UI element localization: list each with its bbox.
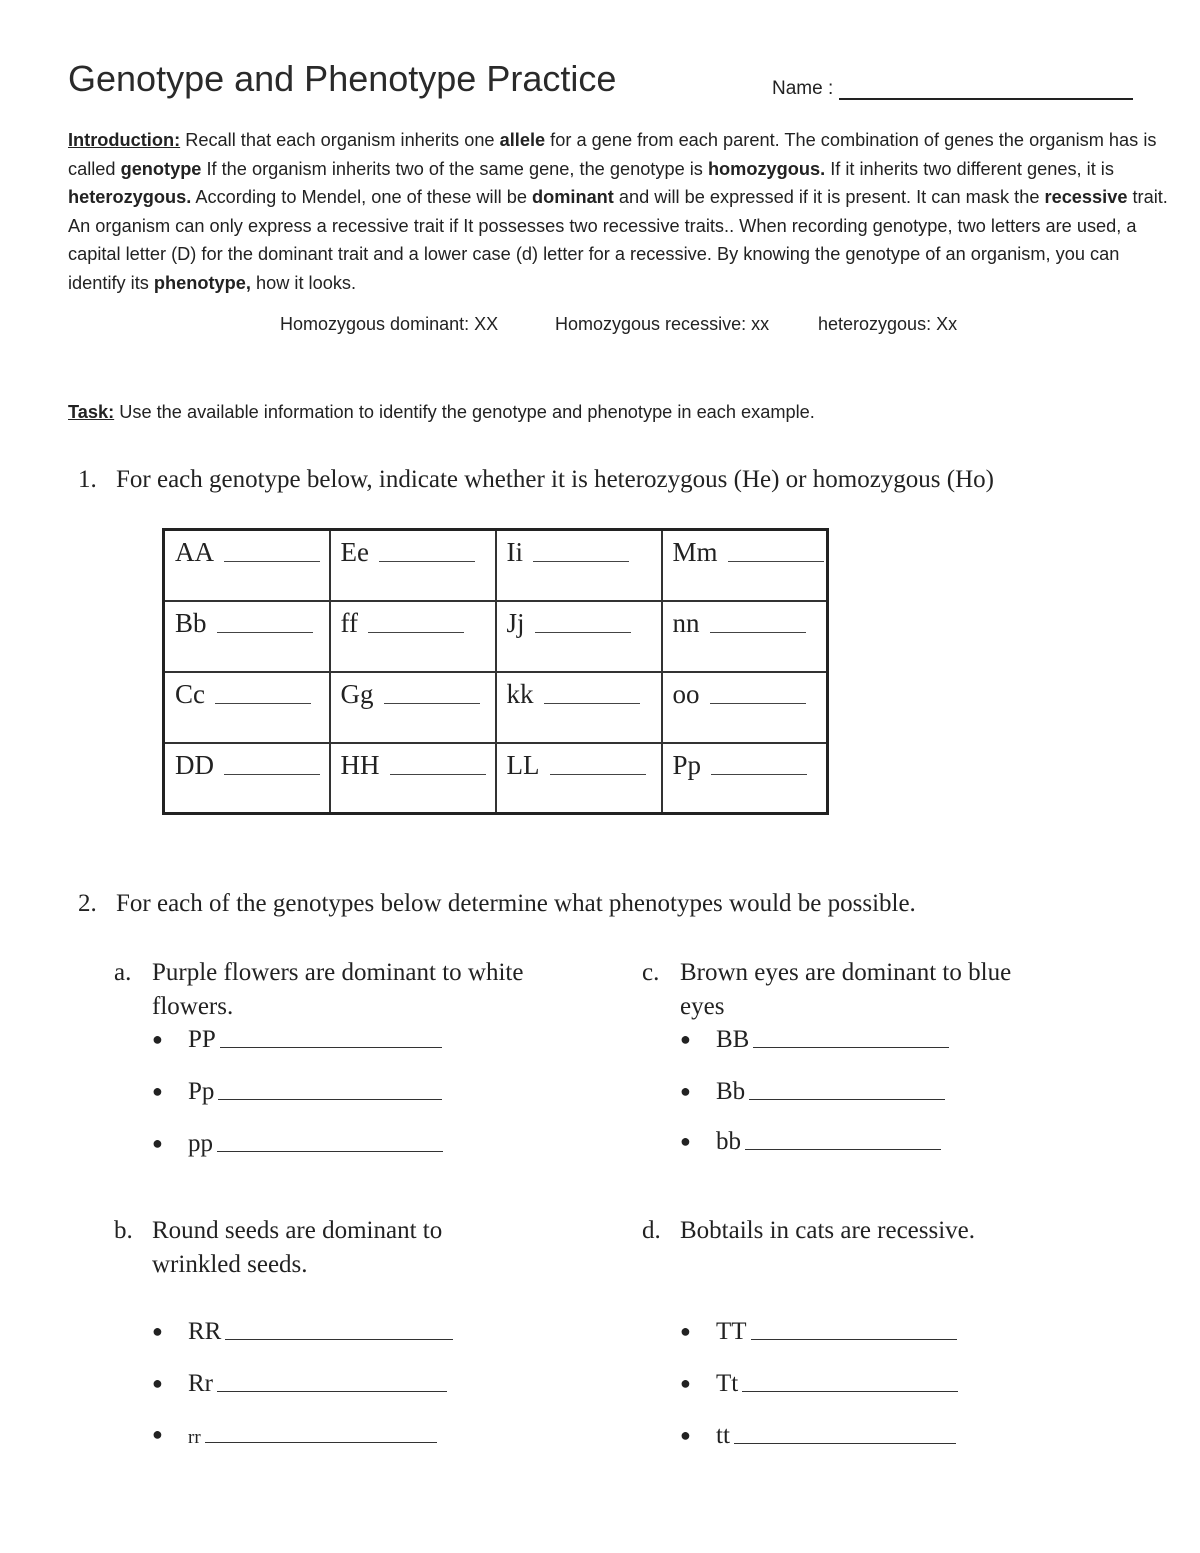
answer-blank[interactable] bbox=[550, 774, 646, 775]
intro-text: trait. An organism can only express a recessive trait if It possesses two recessive traits.. When recording genotype, two letters are used, a capital letter (D) for the dominant trait and a lower case (d) letter for a recessive. By knowing the genotype of an organism, you can identify its bbox=[68, 187, 1168, 293]
part-a bbox=[114, 956, 523, 1024]
table-cell bbox=[164, 530, 330, 601]
intro-text: for a gene from each parent. The combination of genes the organism has is called bbox=[68, 130, 1157, 179]
answer-blank[interactable] bbox=[753, 1047, 949, 1048]
part-text-line: Brown eyes are dominant to blue bbox=[680, 959, 1012, 986]
answer-blank[interactable] bbox=[533, 561, 629, 562]
answer-blank[interactable] bbox=[728, 561, 824, 562]
answer-blank[interactable] bbox=[224, 561, 320, 562]
answer-blank[interactable] bbox=[368, 632, 464, 633]
part-text-line: wrinkled seeds. bbox=[152, 1251, 308, 1278]
part-d bbox=[642, 1214, 975, 1248]
genotype-label: DD bbox=[175, 749, 214, 780]
intro-text: If it inherits two different genes, it is bbox=[825, 158, 1114, 179]
answer-blank[interactable] bbox=[205, 1442, 437, 1443]
bullet-icon: ● bbox=[680, 1425, 691, 1445]
genotype-label: oo bbox=[672, 678, 700, 709]
genotype-label: kk bbox=[506, 678, 534, 709]
intro-text: Recall that each organism inherits one bbox=[180, 130, 500, 150]
part-letter: c. bbox=[642, 959, 660, 986]
bullet-item bbox=[680, 1370, 958, 1398]
genotype-label: Jj bbox=[506, 607, 525, 638]
genotype-table bbox=[162, 528, 829, 815]
type-heterozygous: heterozygous: Xx bbox=[818, 314, 958, 334]
table-cell bbox=[662, 530, 828, 601]
bullet-item bbox=[680, 1318, 957, 1346]
name-field bbox=[772, 76, 1133, 100]
genotype-label: Bb bbox=[175, 607, 207, 638]
genotype-label: Gg bbox=[340, 678, 374, 709]
bullet-icon: ● bbox=[680, 1373, 691, 1393]
intro-text: According to Mendel, one of these will be bbox=[191, 187, 533, 207]
part-letter: d. bbox=[642, 1217, 661, 1244]
table-cell bbox=[496, 530, 662, 601]
table-cell bbox=[164, 672, 330, 743]
bullet-icon: ● bbox=[680, 1131, 691, 1151]
term-heterozygous: heterozygous. bbox=[68, 187, 192, 207]
genotype-label: AA bbox=[175, 537, 214, 567]
name-label: Name : bbox=[772, 78, 834, 99]
genotype-label: Tt bbox=[716, 1370, 739, 1397]
intro-text: and will be expressed if it is present. It can mask the bbox=[613, 187, 1045, 207]
intro-label: Introduction: bbox=[68, 130, 181, 150]
answer-blank[interactable] bbox=[390, 774, 486, 775]
table-cell bbox=[330, 672, 496, 743]
question-text: For each genotype below, indicate whether it is heterozygous (He) or homozygous (Ho) bbox=[116, 466, 994, 493]
genotype-label: Mm bbox=[672, 537, 718, 567]
type-homozygous-dominant: Homozygous dominant: XX bbox=[280, 314, 499, 334]
genotype-label: rr bbox=[188, 1427, 201, 1448]
bullet-item bbox=[152, 1130, 443, 1158]
bullet-item bbox=[152, 1424, 437, 1449]
genotype-label: bb bbox=[716, 1128, 741, 1155]
question-2 bbox=[78, 890, 916, 918]
answer-blank[interactable] bbox=[217, 1391, 447, 1392]
part-b bbox=[114, 1214, 442, 1282]
bullet-icon: ● bbox=[152, 1133, 163, 1153]
answer-blank[interactable] bbox=[217, 1151, 443, 1152]
introduction-paragraph bbox=[68, 126, 1178, 297]
term-dominant: dominant bbox=[532, 187, 614, 207]
table-row bbox=[164, 743, 828, 814]
answer-blank[interactable] bbox=[544, 703, 640, 704]
answer-blank[interactable] bbox=[379, 561, 475, 562]
bullet-icon: ● bbox=[152, 1081, 163, 1101]
bullet-item bbox=[680, 1128, 941, 1156]
bullet-icon: ● bbox=[680, 1029, 691, 1049]
bullet-icon: ● bbox=[152, 1029, 163, 1049]
part-c bbox=[642, 956, 1011, 1024]
answer-blank[interactable] bbox=[751, 1339, 957, 1340]
bullet-item bbox=[152, 1318, 453, 1346]
bullet-item bbox=[152, 1026, 442, 1054]
intro-text: how it looks. bbox=[250, 272, 357, 293]
genotype-label: BB bbox=[716, 1026, 750, 1053]
table-row bbox=[164, 672, 828, 743]
genotype-label: RR bbox=[188, 1318, 222, 1345]
genotype-label: Ii bbox=[506, 537, 523, 567]
term-genotype: genotype bbox=[120, 158, 202, 179]
genotype-label: Cc bbox=[175, 678, 205, 709]
answer-blank[interactable] bbox=[711, 774, 807, 775]
answer-blank[interactable] bbox=[224, 774, 320, 775]
bullet-icon: ● bbox=[152, 1321, 163, 1341]
answer-blank[interactable] bbox=[218, 1099, 442, 1100]
table-cell bbox=[662, 601, 828, 672]
answer-blank[interactable] bbox=[384, 703, 480, 704]
table-cell bbox=[164, 601, 330, 672]
table-cell bbox=[662, 672, 828, 743]
answer-blank[interactable] bbox=[225, 1339, 453, 1340]
table-cell bbox=[330, 743, 496, 814]
question-text: For each of the genotypes below determine what phenotypes would be possible. bbox=[116, 890, 916, 917]
term-allele: allele bbox=[499, 130, 546, 150]
genotype-label: tt bbox=[716, 1422, 730, 1449]
genotype-label: Ee bbox=[340, 537, 369, 567]
table-cell bbox=[496, 672, 662, 743]
part-text-line: flowers. bbox=[152, 993, 234, 1020]
bullet-icon: ● bbox=[152, 1373, 163, 1393]
table-cell bbox=[164, 743, 330, 814]
task-line bbox=[68, 402, 815, 423]
genotype-label: ff bbox=[340, 607, 358, 638]
term-phenotype: phenotype, bbox=[153, 272, 251, 293]
type-homozygous-recessive: Homozygous recessive: xx bbox=[555, 314, 770, 334]
bullet-icon: ● bbox=[680, 1081, 691, 1101]
genotype-label: Pp bbox=[672, 749, 702, 780]
page-title: Genotype and Phenotype Practice bbox=[68, 58, 617, 99]
part-text-line: eyes bbox=[680, 993, 725, 1020]
table-cell bbox=[496, 601, 662, 672]
answer-blank[interactable] bbox=[535, 632, 631, 633]
genotype-label: PP bbox=[188, 1026, 216, 1053]
bullet-icon: ● bbox=[680, 1321, 691, 1341]
part-text-line: Round seeds are dominant to bbox=[152, 1217, 443, 1244]
genotype-label: nn bbox=[672, 607, 700, 638]
bullet-item bbox=[152, 1078, 442, 1106]
genotype-label: pp bbox=[188, 1130, 213, 1157]
answer-blank[interactable] bbox=[217, 632, 313, 633]
bullet-item bbox=[152, 1370, 447, 1398]
name-blank[interactable] bbox=[839, 76, 1133, 100]
task-label: Task: bbox=[68, 402, 115, 422]
bullet-item bbox=[680, 1078, 945, 1106]
answer-blank[interactable] bbox=[215, 703, 311, 704]
intro-text: If the organism inherits two of the same gene, the genotype is bbox=[201, 158, 708, 179]
answer-blank[interactable] bbox=[745, 1149, 941, 1150]
question-number: 1. bbox=[78, 466, 97, 493]
answer-blank[interactable] bbox=[734, 1443, 956, 1444]
answer-blank[interactable] bbox=[710, 703, 806, 704]
genotype-label: HH bbox=[340, 749, 380, 780]
term-recessive: recessive bbox=[1044, 187, 1128, 207]
bullet-icon: ● bbox=[152, 1424, 163, 1444]
genotype-label: Bb bbox=[716, 1078, 746, 1105]
genotype-label: Rr bbox=[188, 1370, 213, 1397]
answer-blank[interactable] bbox=[710, 632, 806, 633]
answer-blank[interactable] bbox=[742, 1391, 958, 1392]
part-text-line: Bobtails in cats are recessive. bbox=[680, 1217, 976, 1244]
task-text: Use the available information to identify the genotype and phenotype in each example. bbox=[114, 402, 815, 422]
question-number: 2. bbox=[78, 890, 97, 917]
bullet-item bbox=[680, 1422, 956, 1450]
answer-blank[interactable] bbox=[220, 1047, 442, 1048]
table-cell bbox=[330, 530, 496, 601]
table-cell bbox=[496, 743, 662, 814]
term-homozygous: homozygous. bbox=[707, 158, 826, 179]
genotype-label: TT bbox=[716, 1318, 747, 1345]
genotype-label: LL bbox=[506, 749, 540, 780]
table-row bbox=[164, 601, 828, 672]
part-letter: a. bbox=[114, 959, 132, 986]
table-cell bbox=[662, 743, 828, 814]
table-cell bbox=[330, 601, 496, 672]
table-row bbox=[164, 530, 828, 601]
part-text-line: Purple flowers are dominant to white bbox=[152, 959, 524, 986]
genotype-label: Pp bbox=[188, 1078, 215, 1105]
part-letter: b. bbox=[114, 1217, 133, 1244]
bullet-item bbox=[680, 1026, 949, 1054]
question-1 bbox=[78, 466, 994, 494]
answer-blank[interactable] bbox=[749, 1099, 945, 1100]
